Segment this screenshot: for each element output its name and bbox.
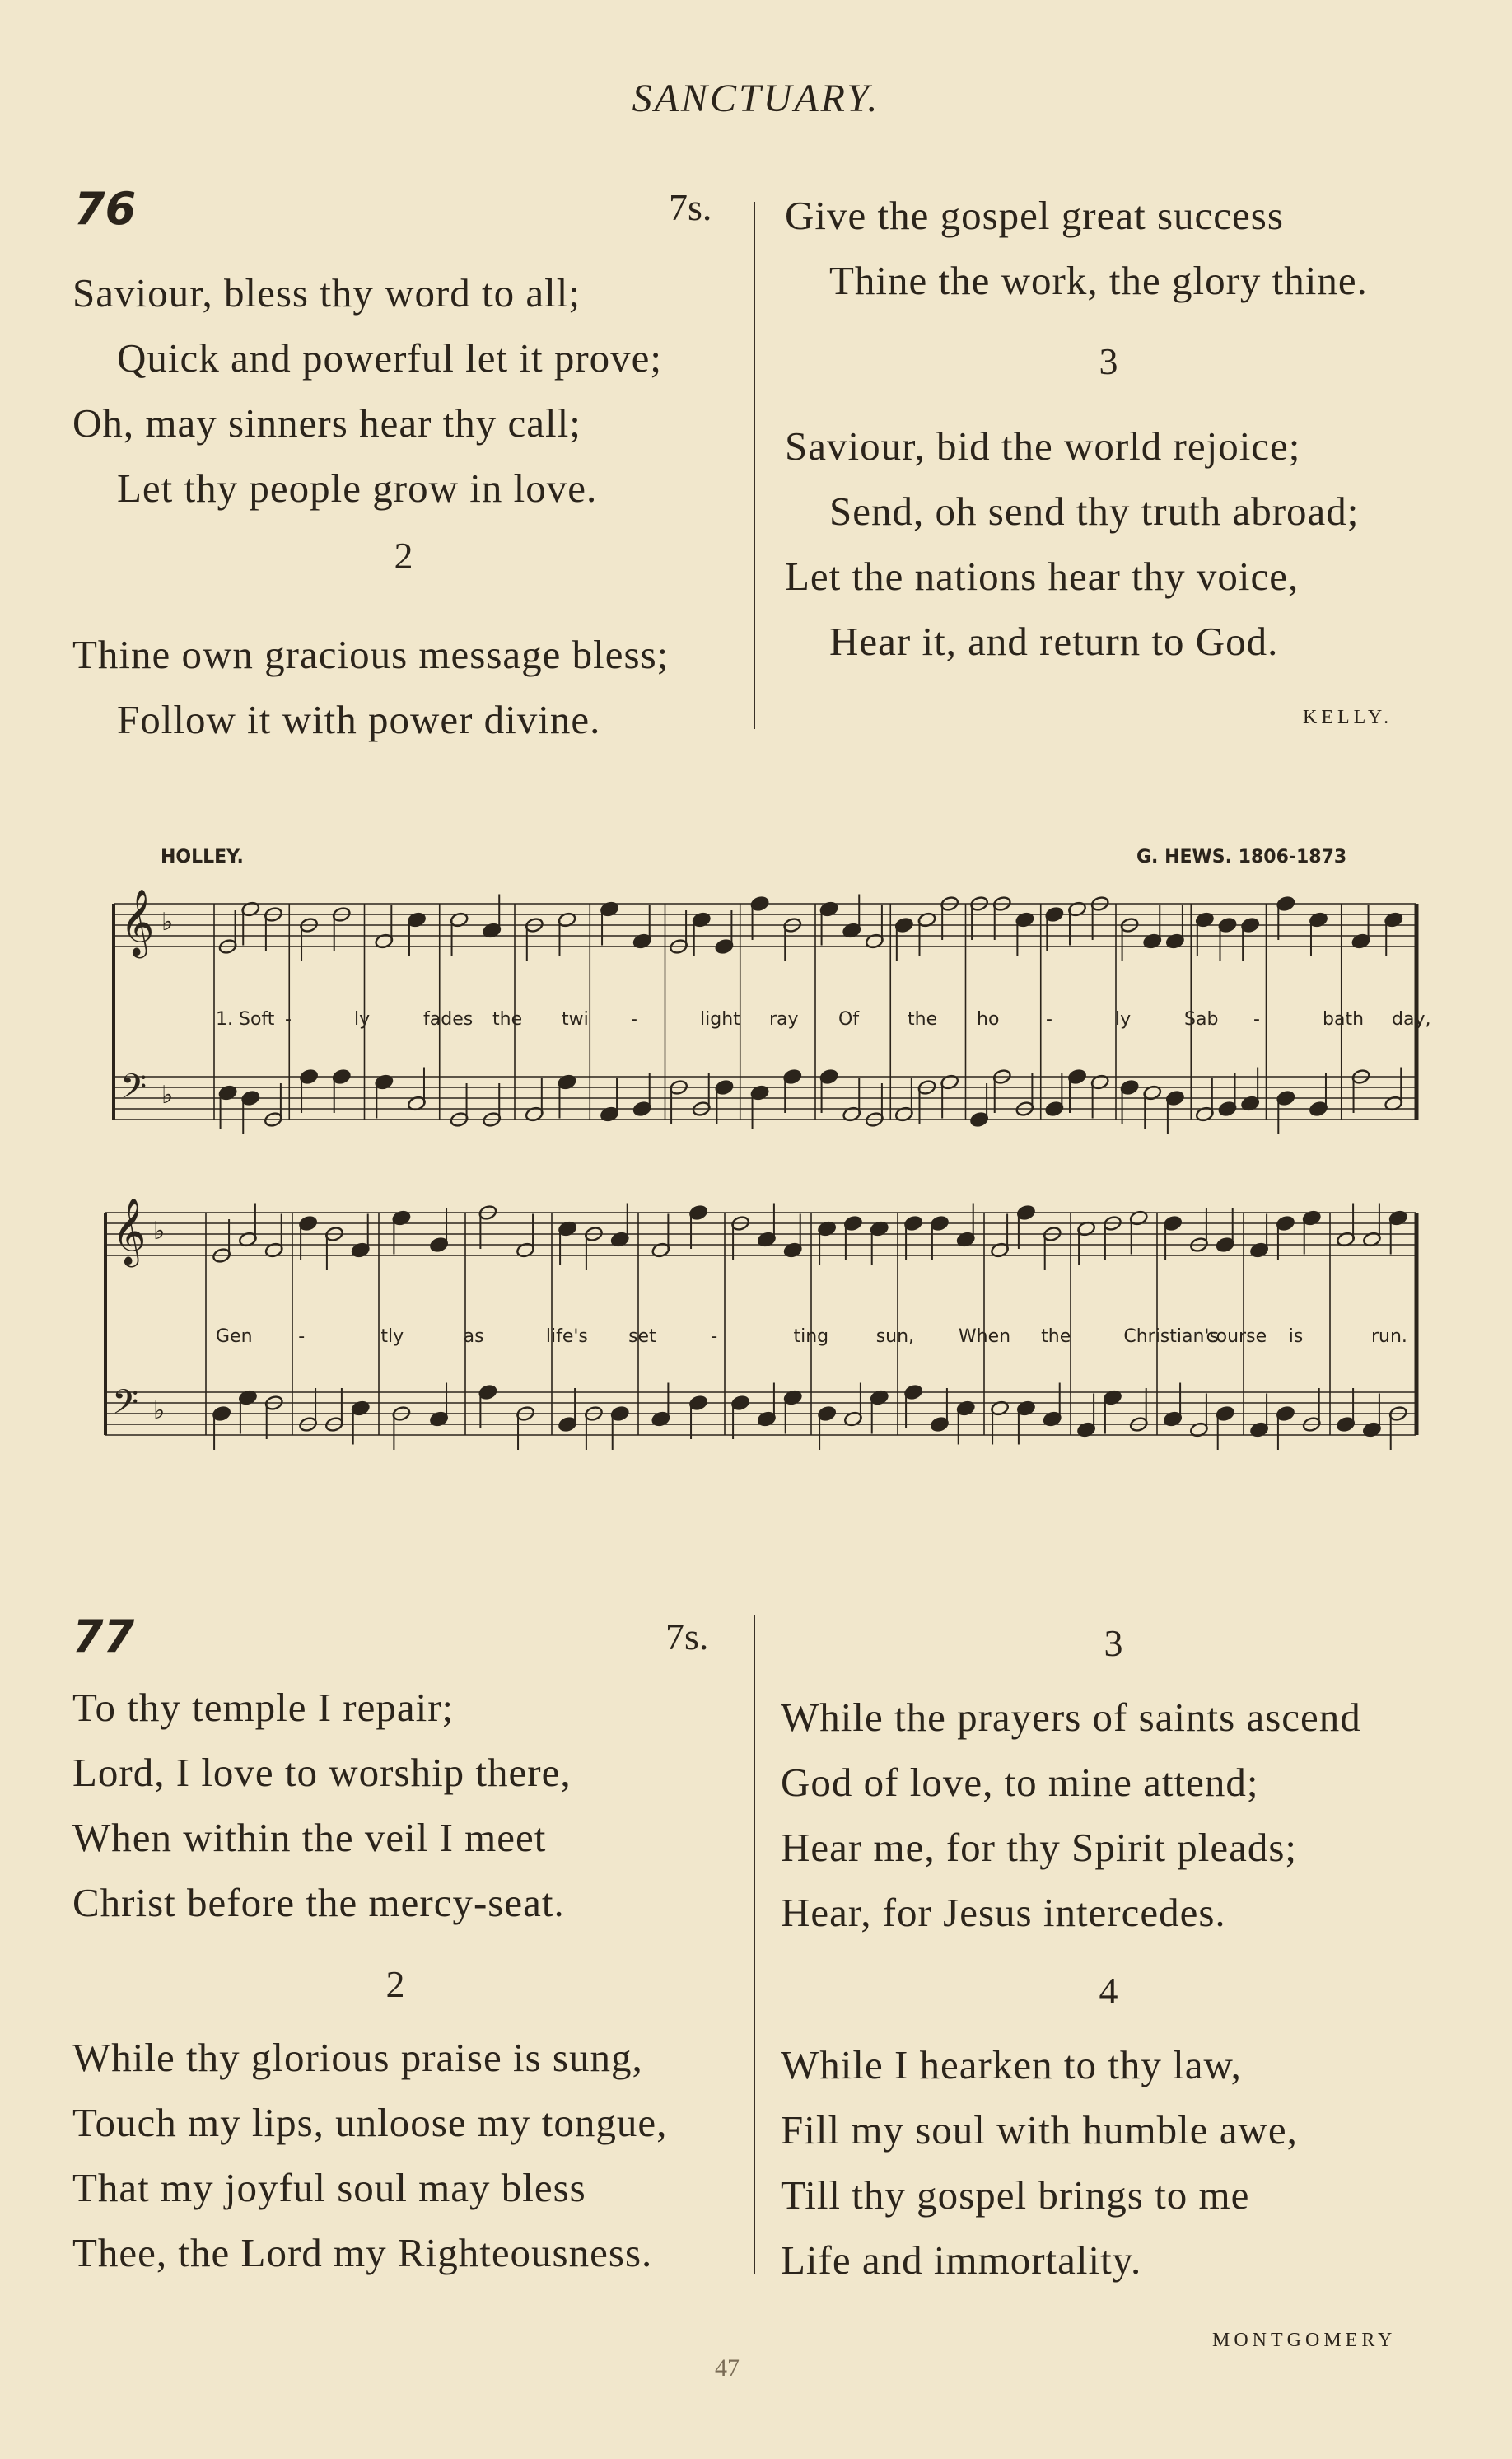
stanza-number: 3 — [1099, 340, 1118, 382]
verse-line: Saviour, bid the world rejoice; — [785, 423, 1301, 469]
bass-clef-icon: 𝄢 — [120, 1067, 147, 1115]
hymn-76-author: KELLY. — [1303, 707, 1393, 728]
lyric-syllable: the — [1041, 1326, 1071, 1347]
tune-composer: G. HEWS. 1806-1873 — [1136, 847, 1347, 867]
flat-icon: ♭ — [161, 908, 174, 937]
stanza-number: 2 — [385, 1963, 405, 2005]
lyric-syllable: life's — [545, 1326, 588, 1347]
lyric-syllable: Sab — [1184, 1009, 1219, 1030]
verse-line: Till thy gospel brings to me — [781, 2172, 1250, 2218]
music-system-2 — [99, 1194, 1425, 1508]
lyric-syllable: Christian's — [1123, 1326, 1219, 1347]
verse-line: To thy temple I repair; — [72, 1685, 455, 1730]
flat-icon: ♭ — [161, 1081, 174, 1110]
hymn-77-right-stanza-3 — [781, 1685, 1361, 1945]
lyrics-line-2 — [0, 1326, 1512, 1351]
flat-icon: ♭ — [153, 1217, 166, 1246]
lyric-syllable: Of — [838, 1009, 860, 1030]
lyric-syllable: twi — [562, 1009, 589, 1030]
hymn-77-left-column — [72, 1675, 572, 1935]
verse-line: Quick and powerful let it prove; — [117, 335, 663, 381]
lyric-syllable: course — [1206, 1326, 1267, 1347]
verse-line: Oh, may sinners hear thy call; — [72, 400, 581, 446]
lyric-syllable: is — [1288, 1326, 1304, 1347]
verse-line: Thine own gracious message bless; — [72, 632, 670, 677]
lyric-syllable: When — [958, 1326, 1011, 1347]
page-number: 47 — [715, 2354, 740, 2382]
hymn-77-right-stanza-4 — [781, 2032, 1298, 2293]
verse-line: Give the gospel great success — [785, 193, 1284, 238]
column-divider — [754, 202, 755, 729]
hymn-77-number: 77 — [72, 1611, 135, 1662]
verse-line: While the prayers of saints ascend — [781, 1695, 1361, 1740]
lyrics-line-1 — [0, 1009, 1512, 1034]
hymn-76-left-column — [72, 260, 662, 521]
verse-line: That my joyful soul may bless — [72, 2165, 586, 2210]
lyric-hyphen: - — [1046, 1009, 1052, 1030]
music-system-1 — [107, 886, 1425, 1199]
lyric-syllable: ray — [769, 1009, 799, 1030]
verse-line: Hear me, for thy Spirit pleads; — [781, 1825, 1298, 1870]
lyric-syllable: the — [492, 1009, 523, 1030]
stanza-number: 3 — [1104, 1622, 1123, 1664]
lyric-hyphen: - — [711, 1326, 718, 1347]
verse-line: Let thy people grow in love. — [117, 465, 598, 511]
verse-line: Thee, the Lord my Righteousness. — [72, 2230, 653, 2275]
lyric-syllable: set — [628, 1326, 656, 1347]
lyric-syllable: tly — [380, 1326, 404, 1347]
hymn-76-meter: 7s. — [669, 186, 712, 228]
verse-line: When within the veil I meet — [72, 1815, 547, 1860]
lyric-hyphen: - — [298, 1326, 306, 1347]
lyric-syllable: as — [463, 1326, 484, 1347]
verse-line: Hear it, and return to God. — [829, 619, 1279, 664]
verse-line: Let the nations hear thy voice, — [785, 554, 1300, 599]
hymn-77-author: MONTGOMERY — [1212, 2330, 1397, 2351]
lyric-hyphen: - — [285, 1009, 292, 1030]
lyric-syllable: ho — [977, 1009, 1000, 1030]
treble-clef-icon: 𝄞 — [112, 1197, 147, 1265]
lyric-syllable: ly — [354, 1009, 371, 1030]
verse-line: Christ before the mercy-seat. — [72, 1880, 565, 1925]
lyric-syllable: day, — [1392, 1009, 1431, 1030]
lyric-syllable: bath — [1323, 1009, 1365, 1030]
lyric-syllable: 1. Soft — [216, 1009, 275, 1030]
column-divider — [754, 1615, 755, 2274]
lyric-hyphen: - — [1253, 1009, 1260, 1030]
verse-line: Send, oh send thy truth abroad; — [829, 489, 1360, 534]
hymn-76-left-stanza-2 — [72, 622, 669, 752]
lyric-syllable: the — [908, 1009, 938, 1030]
lyric-syllable: Gen — [216, 1326, 253, 1347]
verse-line: Lord, I love to worship there, — [72, 1750, 572, 1795]
verse-line: God of love, to mine attend; — [781, 1760, 1259, 1805]
page-header: SANCTUARY. — [632, 77, 880, 120]
hymn-77-meter: 7s. — [665, 1615, 709, 1657]
hymn-77-left-stanza-2 — [72, 2025, 667, 2285]
verse-line: Fill my soul with humble awe, — [781, 2107, 1298, 2153]
lyric-syllable: ting — [793, 1326, 829, 1347]
hymn-76-right-stanza-3 — [785, 414, 1359, 674]
stanza-number: 4 — [1099, 1970, 1118, 2012]
verse-line: Hear, for Jesus intercedes. — [781, 1890, 1226, 1935]
flat-icon: ♭ — [153, 1396, 166, 1425]
lyric-syllable: run. — [1371, 1326, 1407, 1347]
verse-line: Follow it with power divine. — [117, 697, 601, 742]
verse-line: Life and immortality. — [781, 2237, 1142, 2283]
verse-line: While thy glorious praise is sung, — [72, 2035, 643, 2080]
hymn-76-right-column — [785, 183, 1368, 313]
lyric-syllable: sun, — [875, 1326, 915, 1347]
tune-name: HOLLEY. — [161, 847, 244, 867]
lyric-syllable: fades — [423, 1009, 474, 1030]
lyric-syllable: light — [700, 1009, 740, 1030]
verse-line: Saviour, bless thy word to all; — [72, 270, 581, 316]
lyric-syllable: ly — [1115, 1009, 1132, 1030]
stanza-number: 2 — [394, 535, 413, 577]
treble-clef-icon: 𝄞 — [120, 888, 155, 956]
hymn-76-number: 76 — [74, 183, 137, 235]
bass-clef-icon: 𝄢 — [112, 1382, 139, 1430]
verse-line: While I hearken to thy law, — [781, 2042, 1242, 2087]
lyric-hyphen: - — [631, 1009, 637, 1030]
verse-line: Touch my lips, unloose my tongue, — [72, 2100, 668, 2145]
verse-line: Thine the work, the glory thine. — [829, 258, 1368, 303]
